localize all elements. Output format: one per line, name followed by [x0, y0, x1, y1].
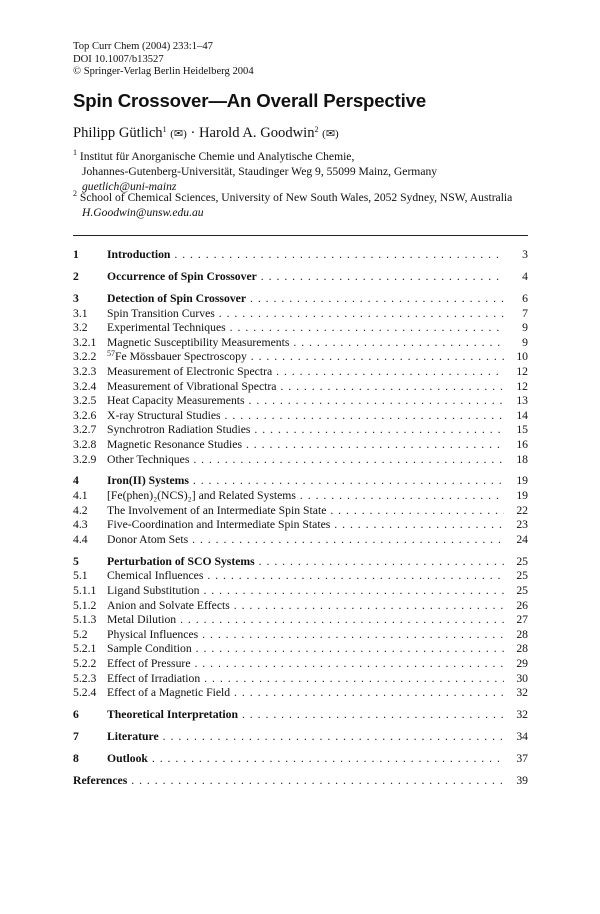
toc-entry[interactable] — [73, 628, 528, 643]
toc-entry[interactable] — [73, 774, 528, 789]
toc-entry[interactable] — [73, 584, 528, 599]
toc-entry[interactable] — [73, 474, 528, 489]
author-line — [73, 125, 339, 142]
toc-section-number: 4.4 — [73, 532, 88, 546]
toc-section-number: 3.2.5 — [73, 394, 97, 408]
toc-entry[interactable] — [73, 409, 528, 424]
toc-section-title: Spin Transition Curves . . . — [107, 307, 504, 322]
toc-section-title: Physical Influences . . . — [107, 628, 504, 643]
toc-page-number: 12 — [516, 379, 528, 393]
toc-entry[interactable] — [73, 321, 528, 336]
toc-section-title: Ligand Substitution . . . — [107, 584, 504, 599]
toc-entry[interactable] — [73, 270, 528, 285]
affiliation — [73, 190, 528, 220]
toc-page-number: 13 — [516, 394, 528, 408]
toc-section-number: 3.2.6 — [73, 408, 97, 422]
toc-entry[interactable] — [73, 365, 528, 380]
toc-entry[interactable] — [73, 642, 528, 657]
toc-section-title: Anion and Solvate Effects . . . — [107, 599, 504, 614]
toc-section-number: 5.1 — [73, 569, 88, 583]
affiliation-number: 1 — [73, 148, 77, 157]
toc-page-number: 29 — [516, 657, 528, 670]
journal-header — [73, 41, 254, 79]
toc-page-number: 37 — [516, 752, 528, 766]
toc-entry[interactable] — [73, 292, 528, 307]
toc-page-number: 10 — [516, 350, 528, 364]
toc-page-number: 19 — [516, 489, 528, 503]
toc-entry[interactable] — [73, 489, 528, 504]
toc-section-title: Heat Capacity Measurements . . . — [107, 394, 504, 409]
toc-entry[interactable] — [73, 599, 528, 614]
toc-section-number: 5.1.3 — [73, 613, 97, 627]
toc-section-title: Theoretical Interpretation . . . — [107, 708, 504, 723]
affiliation-marker: 2 — [314, 125, 319, 134]
toc-section-number: 6 — [73, 708, 79, 722]
toc-entry[interactable] — [73, 708, 528, 723]
toc-section-number: 5.2.1 — [73, 642, 97, 656]
toc-entry[interactable] — [73, 555, 528, 570]
toc-entry[interactable] — [73, 613, 528, 628]
toc-page-number: 3 — [522, 248, 528, 261]
toc-section-title: Chemical Influences . . . — [107, 569, 504, 584]
toc-entry[interactable] — [73, 438, 528, 453]
toc-section-number: 3.1 — [73, 306, 88, 320]
toc-section-title: Outlook . . . — [107, 752, 504, 767]
toc-section-number: 4.3 — [73, 518, 88, 532]
toc-section-number: 3.2.2 — [73, 350, 97, 364]
affiliation-marker: 1 — [162, 125, 167, 134]
affiliation — [73, 149, 528, 194]
toc-section-title: Experimental Techniques . . . — [107, 321, 504, 336]
toc-page-number: 26 — [516, 598, 528, 612]
toc-entry[interactable] — [73, 686, 528, 701]
toc-page-number: 30 — [516, 671, 528, 685]
toc-page-number: 7 — [522, 306, 528, 320]
toc-section-title: Donor Atom Sets . . . — [107, 533, 504, 548]
toc-page-number: 32 — [516, 708, 528, 722]
toc-section-number: 4.1 — [73, 489, 88, 503]
toc-section-title: Metal Dilution . . . — [107, 613, 504, 628]
toc-page-number: 19 — [516, 474, 528, 488]
toc-page-number: 34 — [516, 730, 528, 744]
envelope-icon: (✉) — [322, 128, 339, 140]
journal-citation: Top Curr Chem (2004) 233:1–47 — [73, 41, 213, 52]
toc-page-number: 25 — [516, 569, 528, 583]
toc-entry[interactable] — [73, 307, 528, 322]
affiliation-line: Institut für Anorganische Chemie und Analytische Chemie, — [79, 150, 355, 163]
toc-section-number: 4.2 — [73, 503, 88, 517]
toc-section-number: 4 — [73, 474, 79, 488]
toc-section-number: 8 — [73, 752, 79, 766]
toc-page-number: 22 — [516, 503, 528, 517]
toc-section-title: Perturbation of SCO Systems . . . — [107, 555, 504, 570]
toc-page-number: 16 — [516, 437, 528, 451]
author-name: Philipp Gütlich — [73, 125, 163, 141]
toc-section-number: 3.2.1 — [73, 335, 97, 349]
toc-entry[interactable] — [73, 423, 528, 438]
affiliation-line: Johannes-Gutenberg-Universität, Staudinger Weg 9, 55099 Mainz, Germany — [82, 165, 438, 178]
toc-page-number: 9 — [522, 321, 528, 335]
toc-section-number: 5.2.3 — [73, 671, 97, 685]
email-link[interactable]: guetlich@uni-mainz — [82, 180, 177, 193]
toc-section-title: Effect of Pressure . . . — [107, 657, 504, 672]
affiliation-line: School of Chemical Sciences, University of New South Wales, 2052 Sydney, NSW, Australia — [79, 191, 513, 204]
toc-section-number: 5.2 — [73, 627, 88, 641]
table-of-contents — [73, 248, 528, 789]
toc-page-number: 23 — [516, 518, 528, 532]
toc-page-number: 28 — [516, 627, 528, 641]
toc-page-number: 18 — [516, 452, 528, 466]
toc-section-number: 3.2.8 — [73, 437, 97, 451]
toc-entry[interactable] — [73, 504, 528, 519]
toc-section-title: $^{57}$Fe Mössbauer Spectroscopy . . . — [107, 350, 504, 365]
toc-page-number: 32 — [516, 686, 528, 700]
toc-section-number: 3 — [73, 291, 79, 305]
toc-section-number: 1 — [73, 248, 79, 261]
toc-section-title: Iron(II) Systems . . . — [107, 474, 504, 489]
toc-entry[interactable] — [73, 336, 528, 351]
toc-section-number: 5 — [73, 554, 79, 568]
toc-section-title: Magnetic Resonance Studies . . . — [107, 438, 504, 453]
toc-section-title: Effect of Irradiation . . . — [107, 672, 504, 687]
toc-section-number: 3.2.3 — [73, 364, 97, 378]
toc-entry[interactable] — [73, 453, 528, 468]
toc-section-title: Synchrotron Radiation Studies . . . — [107, 423, 504, 438]
email-link[interactable]: H.Goodwin@unsw.edu.au — [82, 206, 204, 219]
toc-section-title: Literature . . . — [107, 730, 504, 745]
toc-page-number: 28 — [516, 642, 528, 656]
toc-page-number: 39 — [516, 774, 528, 788]
toc-page-number: 25 — [516, 554, 528, 568]
toc-section-title: Occurrence of Spin Crossover . . . — [107, 270, 504, 285]
toc-entry[interactable] — [73, 248, 528, 263]
toc-entry[interactable] — [73, 533, 528, 548]
toc-section-title: Measurement of Vibrational Spectra . . . — [107, 380, 504, 395]
toc-section-title: Other Techniques . . . — [107, 453, 504, 468]
toc-page-number: 6 — [522, 291, 528, 305]
toc-entry[interactable] — [73, 350, 528, 365]
toc-section-number: 3.2 — [73, 321, 88, 335]
toc-page-number: 12 — [516, 364, 528, 378]
author-separator: · — [190, 125, 196, 141]
toc-section-number: 3.2.4 — [73, 379, 97, 393]
copyright: © Springer-Verlag Berlin Heidelberg 2004 — [73, 66, 254, 78]
toc-section-number: 5.2.2 — [73, 657, 97, 670]
toc-section-number: 5.1.2 — [73, 598, 97, 612]
toc-page-number: 15 — [516, 423, 528, 437]
toc-entry[interactable] — [73, 730, 528, 745]
toc-section-title: References . . . — [73, 774, 504, 789]
toc-section-number: 5.2.4 — [73, 686, 97, 700]
toc-page-number: 25 — [516, 584, 528, 598]
toc-page-number: 4 — [522, 269, 528, 283]
toc-section-title: The Involvement of an Intermediate Spin State . . . — [107, 504, 504, 519]
toc-section-number: 3.2.7 — [73, 423, 97, 437]
toc-section-title: [Fe(phen)₂(NCS)₂] and Related Systems . . . — [107, 489, 504, 504]
toc-page-number: 27 — [516, 613, 528, 627]
toc-entry[interactable] — [73, 657, 528, 672]
article-title: Spin Crossover—An Overall Perspective — [73, 90, 427, 111]
doi: DOI 10.1007/b13527 — [73, 53, 164, 65]
toc-section-number: 3.2.9 — [73, 452, 97, 466]
toc-entry[interactable] — [73, 569, 528, 584]
toc-section-title: Measurement of Electronic Spectra . . . — [107, 365, 504, 380]
toc-section-number: 7 — [73, 730, 79, 744]
toc-entry[interactable] — [73, 380, 528, 395]
toc-section-title: Introduction . . . — [107, 248, 504, 263]
toc-entry[interactable] — [73, 394, 528, 409]
affiliation-number: 2 — [73, 189, 77, 198]
toc-section-title: X-ray Structural Studies . . . — [107, 409, 504, 424]
toc-page-number: 9 — [522, 335, 528, 349]
toc-section-title: Five-Coordination and Intermediate Spin States . . . — [107, 518, 504, 533]
toc-entry[interactable] — [73, 518, 528, 533]
toc-page-number: 24 — [516, 532, 528, 546]
toc-section-number: 2 — [73, 269, 79, 283]
toc-section-title: Detection of Spin Crossover . . . — [107, 292, 504, 307]
author-name: Harold A. Goodwin — [198, 125, 315, 141]
envelope-icon: (✉) — [170, 128, 187, 140]
toc-section-title: Sample Condition . . . — [107, 642, 504, 657]
toc-section-title: Effect of a Magnetic Field . . . — [107, 686, 504, 701]
toc-section-title: Magnetic Susceptibility Measurements . . . — [107, 336, 504, 351]
toc-entry[interactable] — [73, 672, 528, 687]
toc-section-number: 5.1.1 — [73, 584, 97, 598]
divider — [73, 235, 528, 236]
toc-entry[interactable] — [73, 752, 528, 767]
toc-page-number: 14 — [516, 408, 528, 422]
